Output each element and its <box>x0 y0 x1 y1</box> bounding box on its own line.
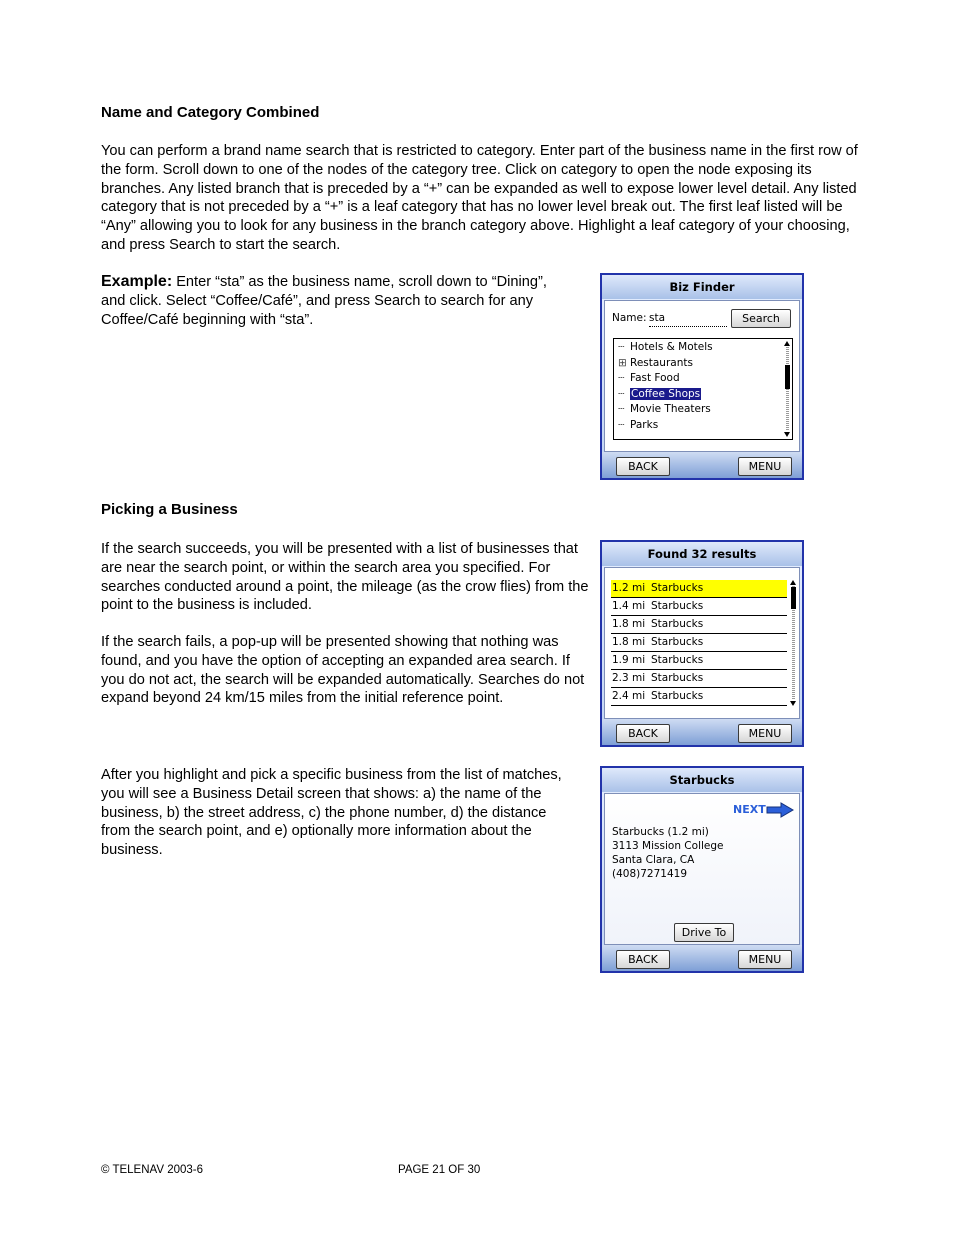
paragraph-business-detail: After you highlight and pick a specific business from the list of matches, you will see a Business Detail screen that shows: a) the name of the business, b) the street address, c) the phone number, d) the distance from the search point, and e) optionally more information about the business. <box>101 767 562 859</box>
result-distance: 1.4 mi <box>612 600 646 612</box>
tree-item[interactable] <box>618 340 713 355</box>
tree-scrollbar[interactable] <box>784 341 791 437</box>
tree-connector-icon: ┄ <box>618 341 625 353</box>
detail-line: (408)7271419 <box>612 868 687 880</box>
result-name: Starbucks <box>651 636 704 648</box>
result-distance: 2.4 mi <box>612 690 646 702</box>
tree-item-label: Movie Theaters <box>630 403 711 415</box>
form-panel <box>604 300 800 452</box>
business-detail-screenshot <box>600 766 804 973</box>
name-label: Name: <box>612 312 647 324</box>
tree-item-label: Restaurants <box>630 356 693 369</box>
back-button[interactable]: BACK <box>616 457 670 476</box>
biz-finder-screenshot <box>600 273 804 480</box>
paragraph-search-succeeds: If the search succeeds, you will be presented with a list of businesses that are near the search point, or within the search area you specified. For searches conducted around a point, the mileage (as the crow flies) from the point to the business is included. <box>101 541 589 614</box>
tree-connector-icon: ┄ <box>618 418 625 431</box>
result-distance: 2.3 mi <box>612 672 646 684</box>
screen-title: Biz Finder <box>602 275 802 299</box>
tree-item[interactable] <box>618 356 693 371</box>
tree-connector-icon: ┄ <box>618 387 625 400</box>
tree-item-label: Parks <box>630 418 659 431</box>
tree-item[interactable] <box>618 402 711 417</box>
menu-button[interactable]: MENU <box>738 724 792 743</box>
scroll-thumb[interactable] <box>791 587 796 609</box>
result-row[interactable] <box>611 634 787 652</box>
section-heading-picking-business: Picking a Business <box>101 501 238 518</box>
result-row[interactable] <box>611 598 787 616</box>
screen-title: Found 32 results <box>602 542 802 566</box>
tree-item[interactable] <box>618 371 680 386</box>
results-screenshot <box>600 540 804 747</box>
result-name: Starbucks <box>651 654 704 666</box>
tree-connector-icon: ┄ <box>618 403 625 415</box>
result-distance: 1.9 mi <box>612 654 646 666</box>
result-name: Starbucks <box>651 672 704 684</box>
result-name: Starbucks <box>651 690 704 702</box>
name-input[interactable]: sta <box>649 312 727 327</box>
result-row[interactable] <box>611 616 787 634</box>
bottom-bar <box>602 452 802 478</box>
category-tree <box>613 338 793 440</box>
result-name: Starbucks <box>651 582 704 594</box>
expand-plus-icon[interactable]: ⊞ <box>618 356 627 369</box>
next-arrow-icon <box>766 802 794 818</box>
business-details <box>612 825 792 881</box>
paragraph-search-fails: If the search fails, a pop-up will be presented showing that nothing was found, and you have the option of accepting an expanded area search. If you do not act, the search will be expanded automatically. Searches do not expand beyond 24 km/15 miles from the initial reference point. <box>101 634 585 707</box>
scroll-down-arrow-icon[interactable] <box>790 701 796 706</box>
tree-item[interactable] <box>618 418 659 433</box>
tree-connector-icon: ┄ <box>618 372 625 384</box>
screen-title: Starbucks <box>602 768 802 792</box>
section-paragraph: You can perform a brand name search that is restricted to category. Enter part of the business name in the first row of the form. Scroll down to one of the nodes of the category tree. Click on category to open the node exposing its branches. Any listed branch that is preceded by a “+” can be expanded as well to expose lower level detail. Any listed category that is not preceded by a “+” is a leaf category that has no lower level break out. The first leaf listed will be “Any” allowing you to look for any business in the branch category above. Highlight a leaf category of your choosing, and press Search to start the search. <box>101 143 858 253</box>
back-button[interactable]: BACK <box>616 724 670 743</box>
tree-item[interactable] <box>618 387 701 402</box>
result-name: Starbucks <box>651 618 704 630</box>
bottom-bar <box>602 719 802 745</box>
result-distance: 1.8 mi <box>612 636 646 648</box>
bottom-bar <box>602 945 802 971</box>
back-button[interactable]: BACK <box>616 950 670 969</box>
results-scrollbar[interactable] <box>790 580 797 706</box>
menu-button[interactable]: MENU <box>738 457 792 476</box>
example-paragraph <box>101 273 563 329</box>
drive-to-button[interactable]: Drive To <box>674 923 734 942</box>
result-row[interactable] <box>611 688 787 706</box>
tree-item-label: Fast Food <box>630 372 680 384</box>
result-name: Starbucks <box>651 600 704 612</box>
result-row[interactable] <box>611 652 787 670</box>
footer-page-number: PAGE 21 OF 30 <box>398 1164 481 1176</box>
scroll-thumb[interactable] <box>785 365 790 389</box>
results-panel <box>604 567 800 719</box>
result-distance: 1.2 mi <box>612 582 646 594</box>
search-button[interactable]: Search <box>731 309 791 328</box>
detail-line: Starbucks (1.2 mi) <box>612 826 709 838</box>
section-heading-name-category: Name and Category Combined <box>101 104 320 121</box>
detail-line: Santa Clara, CA <box>612 854 695 866</box>
scroll-up-arrow-icon[interactable] <box>790 580 796 585</box>
example-label: Example: <box>101 273 173 290</box>
result-row[interactable] <box>611 580 787 598</box>
result-distance: 1.8 mi <box>612 618 646 630</box>
example-text: Enter “sta” as the business name, scroll down to “Dining”, and click. Select “Coffee/Café”, and press Search to search for any Coffee/Café beginning with “sta”. <box>101 274 547 328</box>
tree-item-label: Hotels & Motels <box>630 341 713 353</box>
scroll-up-arrow-icon[interactable] <box>784 341 790 346</box>
result-row[interactable] <box>611 670 787 688</box>
next-label: NEXT <box>733 803 766 816</box>
detail-panel <box>604 793 800 945</box>
scroll-down-arrow-icon[interactable] <box>784 432 790 437</box>
menu-button[interactable]: MENU <box>738 950 792 969</box>
footer-copyright: © TELENAV 2003-6 <box>101 1164 204 1176</box>
tree-item-label: Coffee Shops <box>631 387 701 400</box>
detail-line: 3113 Mission College <box>612 840 724 852</box>
